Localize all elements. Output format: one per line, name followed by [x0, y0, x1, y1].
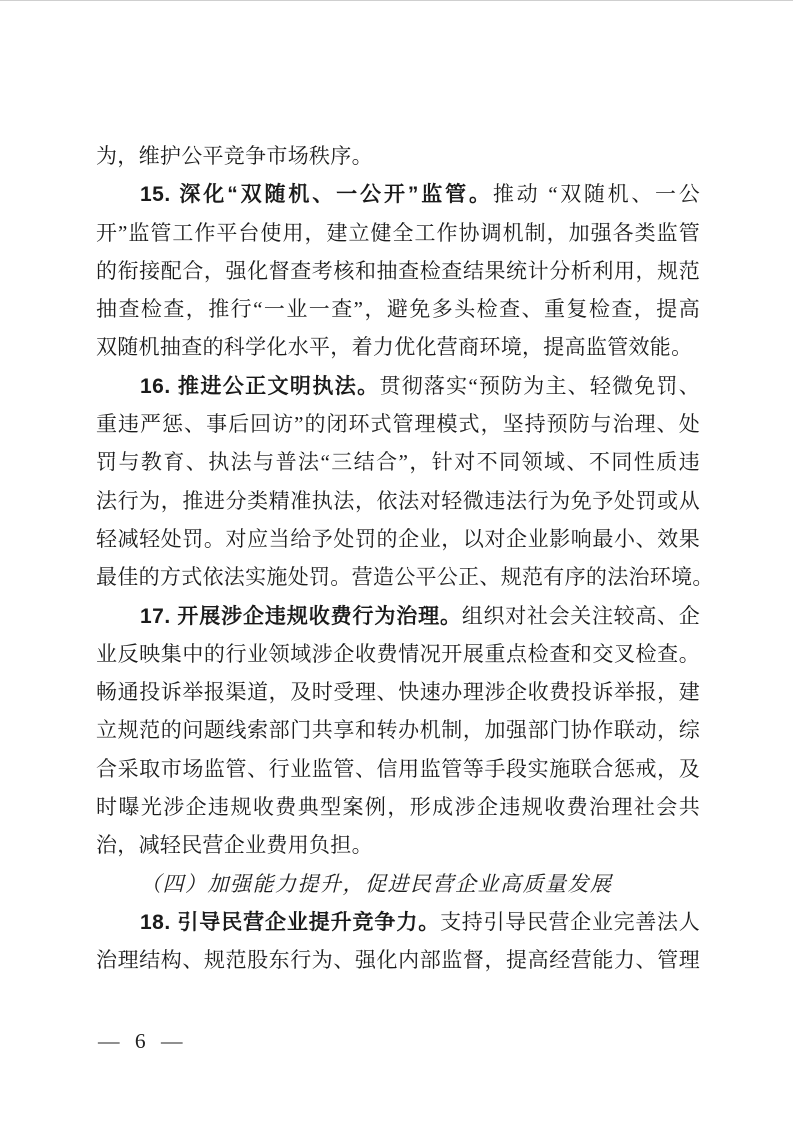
text-line [96, 711, 700, 749]
body-segment: 畅通投诉举报渠道，及时受理、快速办理涉企收费投诉举报，建 [96, 680, 700, 705]
body-segment: 为，维护公平竞争市场秩序。 [96, 144, 373, 168]
body-segment: 支持引导民营企业完善法人 [440, 909, 700, 934]
text-line [96, 865, 700, 903]
text-line [96, 788, 700, 826]
page-number: — 6 — [98, 1029, 185, 1053]
text-line [96, 597, 700, 635]
body-segment: 组织对社会关注较高、企 [461, 603, 700, 628]
body-segment: 开”监管工作平台使用，建立健全工作协调机制，加强各类监管 [96, 220, 700, 245]
text-line [96, 175, 700, 213]
body-segment: 重违严惩、事后回访”的闭环式管理模式，坚持预防与治理、处 [96, 412, 700, 437]
body-segment: 轻减轻处罚。对应当给予处罚的企业，以对企业影响最小、效果 [96, 526, 700, 551]
document-body [96, 137, 714, 980]
text-line [96, 520, 700, 558]
body-segment: 最佳的方式依法实施处罚。营造公平公正、规范有序的法治环境。 [96, 565, 714, 590]
text-line [96, 137, 700, 175]
body-segment: 罚与教育、执法与普法“三结合”，针对不同领域、不同性质违 [96, 450, 700, 475]
text-line [96, 290, 700, 328]
body-segment: 推动 “双随机、一公 [492, 182, 700, 207]
body-segment: 业反映集中的行业领域涉企收费情况开展重点检查和交叉检查。 [96, 641, 700, 666]
scan-edge-artifact [0, 0, 793, 1]
body-segment: 治理结构、规范股东行为、强化内部监督，提高经营能力、管理 [96, 948, 700, 973]
body-segment: 贯彻落实“预防为主、轻微免罚、 [379, 373, 700, 398]
text-line [96, 558, 714, 596]
body-segment: 合采取市场监管、行业监管、信用监管等手段实施联合惩戒，及 [96, 756, 700, 781]
heading-segment: 18. 引导民营企业提升竞争力。 [140, 910, 441, 934]
text-line [96, 903, 700, 941]
body-segment: 双随机抽查的科学化水平，着力优化营商环境，提高监管效能。 [96, 335, 693, 360]
body-segment: 抽查检查，推行“一业一查”，避免多头检查、重复检查，提高 [96, 297, 700, 322]
text-line [96, 405, 700, 443]
text-line [96, 252, 700, 290]
body-segment: 立规范的问题线索部门共享和转办机制，加强部门协作联动，综 [96, 718, 700, 743]
heading-segment: 16. 推进公正文明执法。 [140, 374, 380, 398]
body-segment: 法行为，推进分类精准执法，依法对轻微违法行为免予处罚或从 [96, 488, 700, 513]
text-line [96, 214, 700, 252]
text-line [96, 635, 700, 673]
body-segment: （四）加强能力提升，促进民营企业高质量发展 [140, 871, 613, 896]
heading-segment: 17. 开展涉企违规收费行为治理。 [140, 604, 462, 628]
text-line [96, 367, 700, 405]
heading-segment: 15. 深化“双随机、一公开”监管。 [140, 183, 493, 207]
body-segment: 时曝光涉企违规收费典型案例，形成涉企违规收费治理社会共 [96, 795, 700, 820]
body-segment: 治，减轻民营企业费用负担。 [96, 833, 373, 858]
text-line [96, 443, 700, 481]
text-line [96, 482, 700, 520]
text-line [96, 673, 700, 711]
text-line [96, 750, 700, 788]
text-line [96, 941, 700, 979]
text-line [96, 826, 700, 864]
body-segment: 的衔接配合，强化督查考核和抽查检查结果统计分析利用，规范 [96, 258, 700, 283]
text-line [96, 328, 700, 366]
